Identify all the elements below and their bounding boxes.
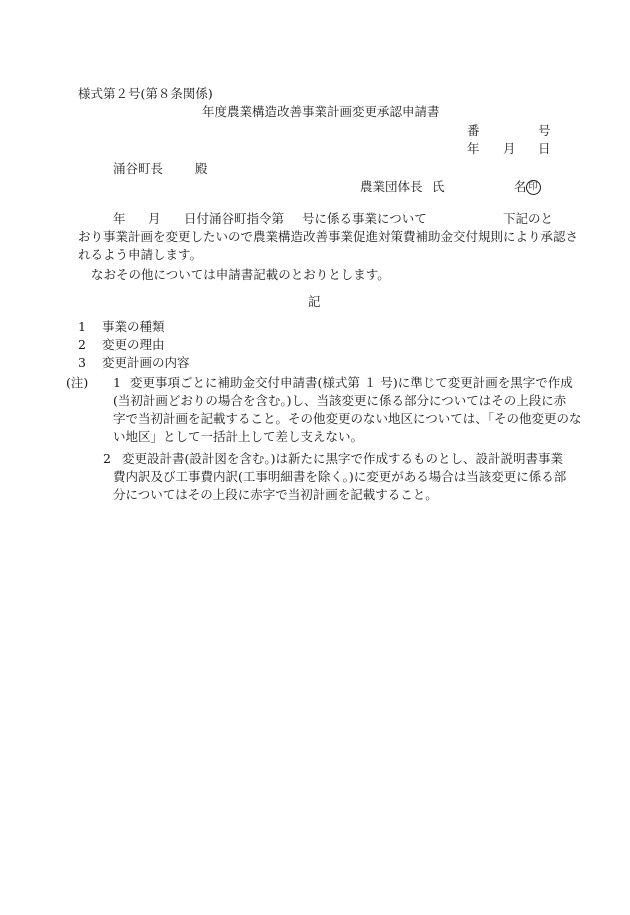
- p1-ref: 日付涌谷町指令第: [184, 211, 285, 226]
- note2-line1: 変更設計書(設計図を含む。)は新たに黒字で作成するものとし、設計説明書事業: [122, 451, 564, 466]
- note2-line3: 分についてはその上段に赤字で当初計画を記載すること。: [113, 487, 438, 502]
- applicant-mei: [514, 179, 541, 195]
- item-text: 事業の種類: [101, 319, 165, 334]
- p1-about: 号に係る事業について: [302, 211, 427, 226]
- note1-line1: 変更事項ごとに補助金交付申請書(様式第 １ 号)に準じて変更計画を黒字で作成: [130, 375, 573, 390]
- applicant-shi: 氏: [432, 179, 445, 194]
- p1-line3: れるよう申請します。: [78, 247, 203, 262]
- note1-line4: い地区」として一括計上して差し支えない。: [113, 429, 364, 444]
- doc-number-ban: 番: [467, 123, 480, 138]
- date-day: 日: [538, 141, 551, 156]
- p2: なおその他については申請書記載のとおりとします。: [91, 267, 390, 282]
- item-text: 変更計画の内容: [101, 355, 190, 370]
- item-number: 1: [78, 319, 86, 334]
- item-text: 変更の理由: [101, 337, 165, 352]
- p1-line2: おり事業計画を変更したいので農業構造改善事業促進対策費補助金交付規則により承認さ: [78, 229, 579, 244]
- applicant-label: 農業団体長: [360, 179, 423, 194]
- p1-below: 下記のと: [503, 211, 554, 226]
- doc-number-go: 号: [538, 123, 551, 138]
- date-year: 年: [467, 141, 480, 156]
- item-1: [78, 319, 164, 335]
- seal-mark: 印: [526, 180, 541, 195]
- notes-label: (注): [66, 375, 89, 390]
- applicant-mei-text: 名: [514, 179, 527, 194]
- item-3: [78, 355, 189, 371]
- ki-heading: 記: [308, 294, 321, 309]
- addressee-honorific: 殿: [195, 161, 208, 176]
- note1-line2: (当初計画どおりの場合を含む。)し、当該変更に係る部分についてはその上段に赤: [113, 393, 567, 408]
- p1-month: 月: [148, 211, 161, 226]
- date-month: 月: [503, 141, 516, 156]
- note1-line3: 字で当初計画を記載すること。その他変更のない地区については、「その他変更のな: [113, 411, 582, 426]
- item-number: 3: [78, 355, 86, 370]
- addressee-name: 涌谷町長: [113, 161, 164, 176]
- note1-number: 1: [113, 375, 121, 390]
- form-label: 様式第２号(第８条関係): [78, 86, 213, 101]
- note2-number: 2: [103, 451, 111, 466]
- note2-line2: 費内訳及び工事費内訳(工事明細書を除く。)に変更がある場合は当該変更に係る部: [113, 469, 567, 484]
- document-title: 年度農業構造改善事業計画変更承認申請書: [202, 104, 440, 119]
- item-number: 2: [78, 337, 86, 352]
- p1-year: 年: [113, 211, 126, 226]
- item-2: [78, 337, 164, 353]
